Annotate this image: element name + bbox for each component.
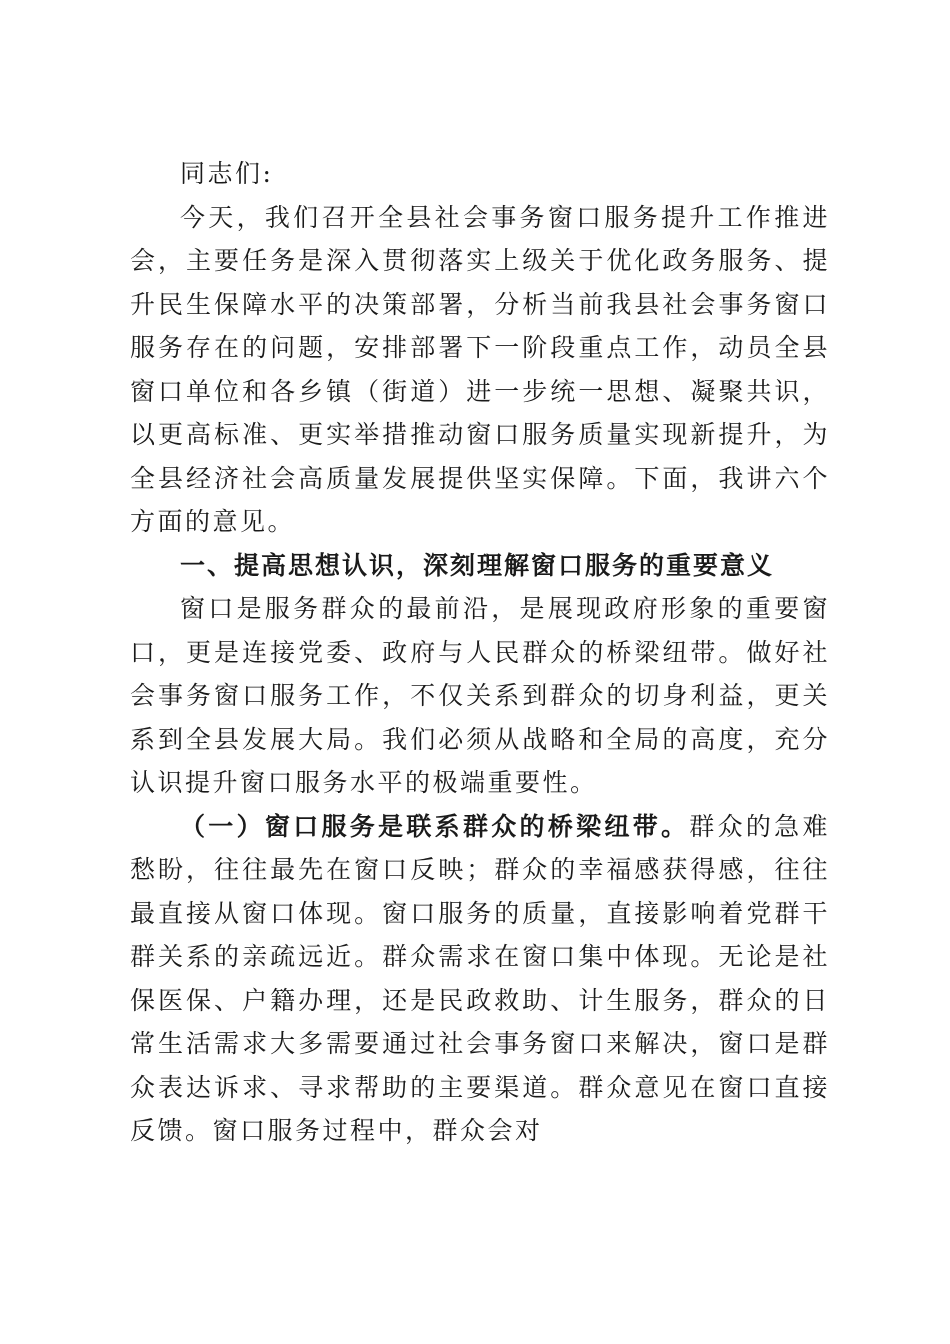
section-heading: 一、提高思想认识，深刻理解窗口服务的重要意义 — [180, 550, 775, 580]
subsection-paragraph — [130, 805, 830, 1153]
salutation: 同志们: — [180, 159, 274, 188]
document-body — [130, 152, 830, 1153]
subsection-lead: （一）窗口服务是联系群众的桥梁纽带。 — [180, 811, 690, 841]
intro-paragraph: 今天，我们召开全县社会事务窗口服务提升工作推进会，主要任务是深入贯彻落实上级关于优化政务服务、提升民生保障水平的决策部署，分析当前我县社会事务窗口服务存在的问题，安排部署下一阶段重点工作，动员全县窗口单位和各乡镇（街道）进一步统一思想、凝聚共识，以更高标准、更实举措推动窗口服务质量实现新提升，为全县经济社会高质量发展提供坚实保障。下面，我讲六个方面的意见。 — [130, 202, 830, 536]
subsection-body: 群众的急难愁盼，往往最先在窗口反映；群众的幸福感获得感，往往最直接从窗口体现。窗口服务的质量，直接影响着党群干群关系的亲疏远近。群众需求在窗口集中体现。无论是社保医保、户籍办理，还是民政救助、计生服务，群众的日常生活需求大多需要通过社会事务窗口来解决，窗口是群众表达诉求、寻求帮助的主要渠道。群众意见在窗口直接反馈。窗口服务过程中，群众会对 — [130, 811, 830, 1145]
section-paragraph: 窗口是服务群众的最前沿，是展现政府形象的重要窗口，更是连接党委、政府与人民群众的桥梁纽带。做好社会事务窗口服务工作，不仅关系到群众的切身利益，更关系到全县发展大局。我们必须从战略和全局的高度，充分认识提升窗口服务水平的极端重要性。 — [130, 594, 830, 797]
